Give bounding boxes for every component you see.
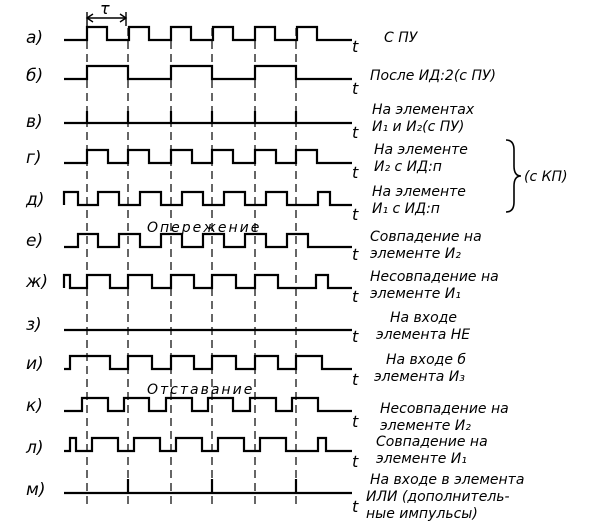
waveform-m bbox=[64, 479, 352, 493]
dashed-guide-lines bbox=[87, 28, 296, 505]
row-description: С ПУ bbox=[384, 30, 418, 46]
time-axis-label: t bbox=[352, 123, 359, 142]
row-description: На элементах bbox=[372, 102, 475, 118]
row-description: ИЛИ (дополнитель- bbox=[366, 489, 510, 505]
row-description: элементе И₂ bbox=[370, 246, 461, 262]
waveform-k bbox=[64, 398, 352, 411]
row-description: На элементе bbox=[372, 184, 466, 200]
row-letter: в) bbox=[26, 112, 43, 132]
waveform-b bbox=[64, 66, 352, 79]
row-letter: м) bbox=[26, 480, 46, 500]
time-axis-label: t bbox=[352, 497, 359, 516]
time-axis-label: t bbox=[352, 37, 359, 56]
row-description: И₂ с ИД:п bbox=[374, 159, 442, 175]
row-letter: и) bbox=[26, 354, 44, 374]
waveform-i bbox=[64, 356, 352, 369]
row-description: ные импульсы) bbox=[366, 506, 478, 522]
row-letter: к) bbox=[26, 396, 43, 416]
row-description: После ИД:2(с ПУ) bbox=[370, 68, 496, 84]
row-description: элемента НЕ bbox=[376, 327, 471, 343]
row-descriptions bbox=[366, 30, 524, 522]
row-labels bbox=[25, 28, 48, 500]
row-letter: з) bbox=[26, 315, 42, 335]
time-axis-label: t bbox=[352, 452, 359, 471]
tau-label: τ bbox=[100, 0, 110, 18]
time-axis-label: t bbox=[352, 412, 359, 431]
group-brace bbox=[506, 140, 568, 212]
time-axis-label: t bbox=[352, 163, 359, 182]
row-description: элементе И₁ bbox=[370, 286, 461, 302]
time-axis-label: t bbox=[352, 370, 359, 389]
row-letter: б) bbox=[26, 66, 44, 86]
time-axis-label: t bbox=[352, 245, 359, 264]
time-axis-label: t bbox=[352, 327, 359, 346]
tau-marker bbox=[87, 0, 126, 26]
time-axis-labels bbox=[352, 37, 359, 516]
row-description: На элементе bbox=[374, 142, 468, 158]
row-letter: д) bbox=[26, 190, 45, 210]
time-axis-label: t bbox=[352, 79, 359, 98]
row-description: элементе И₁ bbox=[376, 451, 467, 467]
row-letter: е) bbox=[26, 231, 44, 251]
waveform-l bbox=[64, 438, 352, 451]
row-description: На входе bbox=[390, 310, 457, 326]
row-letter: г) bbox=[26, 148, 42, 168]
time-axis-label: t bbox=[352, 205, 359, 224]
time-axis-label: t bbox=[352, 287, 359, 306]
row-description: Совпадение на bbox=[376, 434, 488, 450]
waveforms bbox=[64, 27, 352, 493]
waveform-g bbox=[64, 150, 352, 163]
row-letter: а) bbox=[26, 28, 44, 48]
row-description: На входе в элемента bbox=[370, 472, 525, 488]
row-description: элементе И₂ bbox=[380, 418, 471, 434]
row-description: И₁ с ИД:п bbox=[372, 201, 440, 217]
row-description: И₁ и И₂(с ПУ) bbox=[372, 119, 465, 135]
waveform-zh bbox=[64, 275, 352, 288]
waveform-a bbox=[64, 27, 352, 40]
row-letter: ж) bbox=[26, 272, 48, 292]
row-description: элемента И₃ bbox=[374, 369, 465, 385]
row-description: На входе б bbox=[386, 352, 467, 368]
waveform-d bbox=[64, 192, 352, 205]
section-label-lead: Опережение bbox=[147, 220, 262, 236]
row-letter: л) bbox=[26, 438, 44, 458]
row-description: Совпадение на bbox=[370, 229, 482, 245]
row-description: Несовпадение на bbox=[370, 269, 499, 285]
section-label-lag: Отставание bbox=[147, 382, 255, 398]
row-description: Несовпадение на bbox=[380, 401, 509, 417]
group-label: (с КП) bbox=[524, 169, 568, 185]
waveform-v bbox=[64, 111, 352, 123]
